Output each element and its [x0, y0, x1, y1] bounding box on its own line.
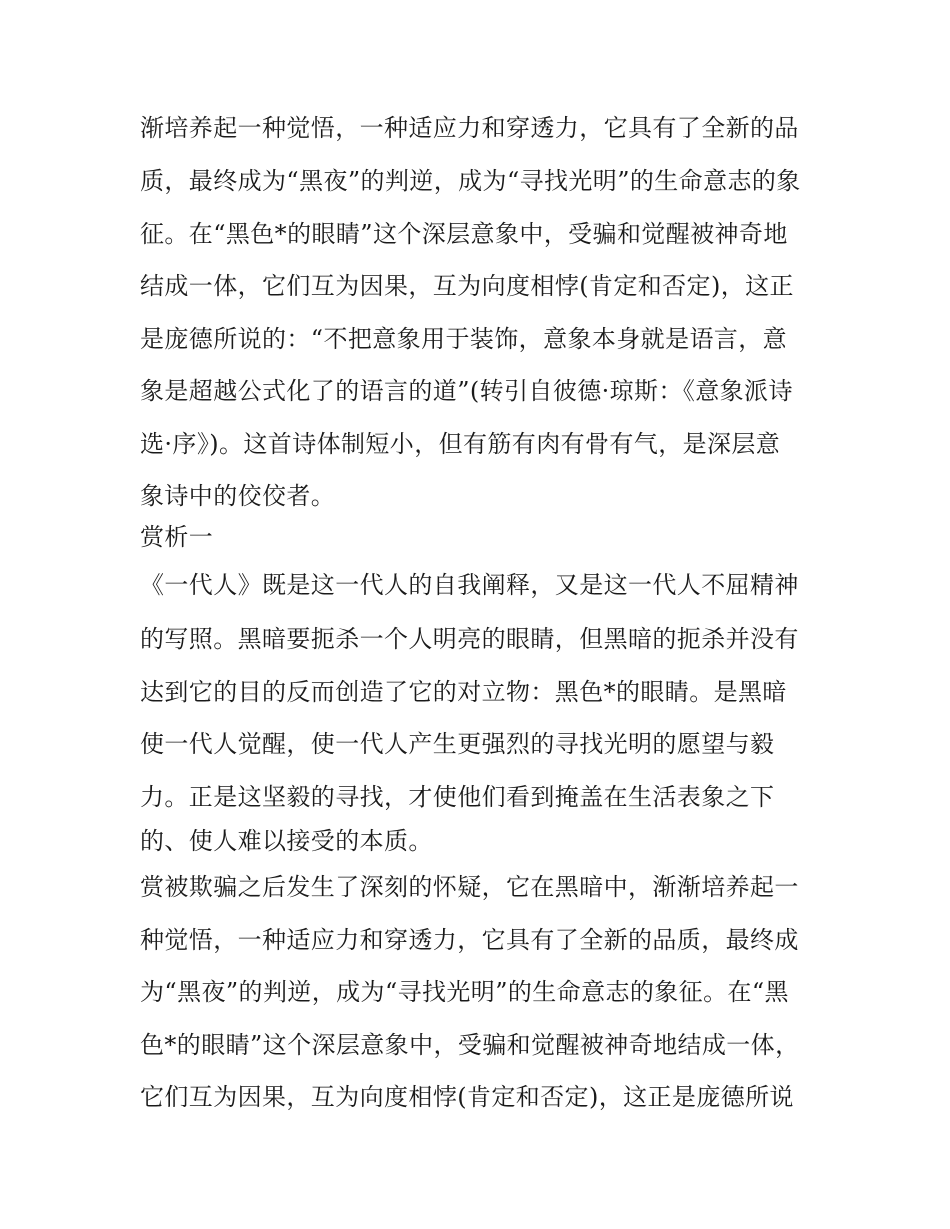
text-line: 《一代人》既是这一代人的自我阐释，又是这一代人不屈精神	[140, 571, 799, 599]
text-line: 种觉悟，一种适应力和穿透力，它具有了全新的品质，最终成	[140, 926, 799, 954]
text-line: 力。正是这坚毅的寻找，才使他们看到掩盖在生活表象之下	[140, 783, 775, 811]
text-line: 的、使人难以接受的本质。	[140, 827, 433, 855]
text-line: 象是超越公式化了的语言的道”(转引自彼德·琼斯：《意象派诗	[140, 377, 793, 405]
text-line: 达到它的目的反而创造了它的对立物：黑色*的眼睛。是黑暗	[140, 678, 787, 706]
text-line: 赏被欺骗之后发生了深刻的怀疑，它在黑暗中，渐渐培养起一	[140, 873, 799, 901]
text-line: 使一代人觉醒，使一代人产生更强烈的寻找光明的愿望与毅	[140, 730, 775, 758]
text-line: 选·序》)。这首诗体制短小，但有筋有肉有骨有气，是深层意	[140, 430, 781, 458]
text-line: 为“黑夜”的判逆，成为“寻找光明”的生命意志的象征。在“黑	[140, 978, 789, 1006]
section-heading: 赏析一	[140, 523, 214, 551]
text-line: 它们互为因果，互为向度相悖(肯定和否定)，这正是庞德所说	[140, 1083, 794, 1111]
text-line: 征。在“黑色*的眼睛”这个深层意象中，受骗和觉醒被神奇地	[140, 220, 788, 248]
text-line: 是庞德所说的：“不把意象用于装饰，意象本身就是语言，意	[140, 325, 788, 353]
text-line: 的写照。黑暗要扼杀一个人明亮的眼睛，但黑暗的扼杀并没有	[140, 625, 799, 653]
text-line: 质，最终成为“黑夜”的判逆，成为“寻找光明”的生命意志的象	[140, 167, 801, 195]
text-line: 结成一体，它们互为因果，互为向度相悖(肯定和否定)，这正	[140, 272, 794, 300]
text-line: 象诗中的佼佼者。	[140, 482, 336, 510]
text-line: 色*的眼睛”这个深层意象中，受骗和觉醒被神奇地结成一体，	[140, 1031, 800, 1059]
text-line: 渐培养起一种觉悟，一种适应力和穿透力，它具有了全新的品	[140, 114, 799, 142]
